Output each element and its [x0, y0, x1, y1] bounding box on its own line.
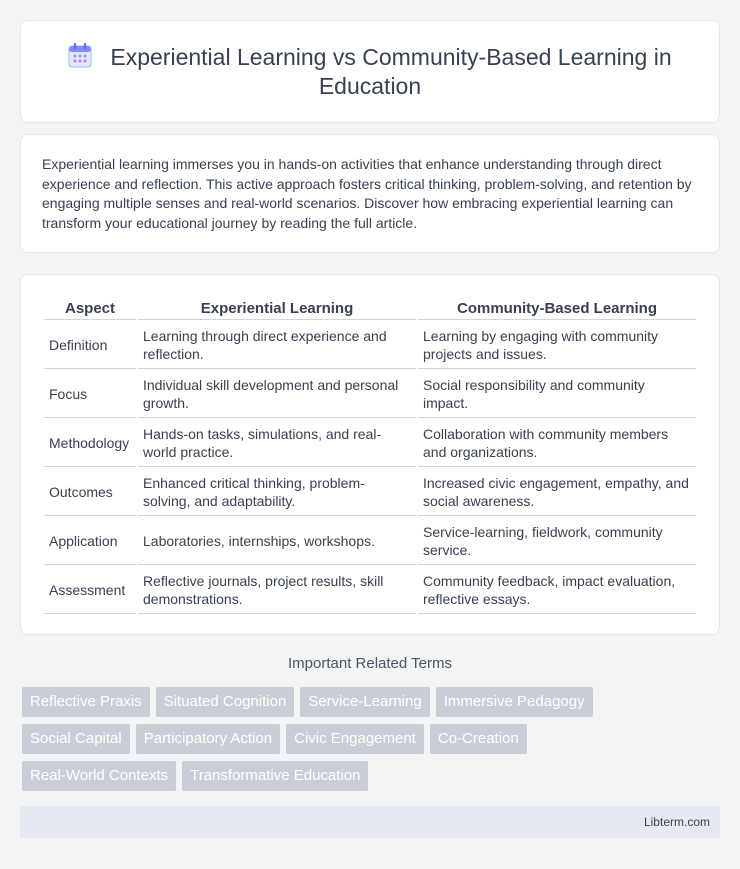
tag-transformative-education[interactable]: Transformative Education	[182, 761, 368, 791]
page-title-wrap	[61, 43, 679, 101]
table-row	[44, 322, 696, 369]
comparison-table	[42, 295, 698, 616]
tag-real-world-contexts[interactable]: Real-World Contexts	[22, 761, 176, 791]
tag-reflective-praxis[interactable]: Reflective Praxis	[22, 687, 150, 717]
aspect-cell: Methodology	[44, 420, 136, 467]
tag-co-creation[interactable]: Co-Creation	[430, 724, 527, 754]
tag-situated-cognition[interactable]: Situated Cognition	[156, 687, 295, 717]
table-row	[44, 420, 696, 467]
intro-paragraph: Experiential learning immerses you in hands-on activities that enhance understanding through direct experience and reflection. This active approach fosters critical thinking, problem-solving, and retention by engaging multiple senses and real-world scenarios. Discover how embracing experiential learning can transform your educational journey by reading the full article.	[42, 156, 692, 231]
experiential-cell: Individual skill development and personal growth.	[138, 371, 416, 418]
related-terms-list	[22, 687, 722, 798]
table-row	[44, 469, 696, 516]
experiential-cell: Laboratories, internships, workshops.	[138, 518, 416, 565]
header-community: Community-Based Learning	[418, 297, 696, 320]
footer-site-link[interactable]: Libterm.com	[643, 815, 710, 829]
community-cell: Collaboration with community members and organizations.	[418, 420, 696, 467]
table-row	[44, 518, 696, 565]
community-cell: Community feedback, impact evaluation, reflective essays.	[418, 567, 696, 614]
community-cell: Learning by engaging with community projects and issues.	[418, 322, 696, 369]
table-header-row	[44, 297, 696, 320]
community-cell: Service-learning, fieldwork, community service.	[418, 518, 696, 565]
table-row	[44, 567, 696, 614]
calendar-grid-icon	[68, 43, 92, 69]
related-terms-title: Important Related Terms	[288, 655, 452, 672]
community-cell: Increased civic engagement, empathy, and social awareness.	[418, 469, 696, 516]
tag-row	[22, 761, 722, 791]
header-experiential: Experiential Learning	[138, 297, 416, 320]
tag-row	[22, 687, 722, 717]
experiential-cell: Learning through direct experience and reflection.	[138, 322, 416, 369]
aspect-cell: Focus	[44, 371, 136, 418]
experiential-cell: Hands-on tasks, simulations, and real-world practice.	[138, 420, 416, 467]
footer	[20, 806, 720, 838]
community-cell: Social responsibility and community impact.	[418, 371, 696, 418]
page-title: Experiential Learning vs Community-Based Learning in Education	[110, 44, 672, 99]
tag-row	[22, 724, 722, 754]
aspect-cell: Definition	[44, 322, 136, 369]
tag-service-learning[interactable]: Service-Learning	[300, 687, 429, 717]
aspect-cell: Assessment	[44, 567, 136, 614]
tag-participatory-action[interactable]: Participatory Action	[136, 724, 280, 754]
experiential-cell: Enhanced critical thinking, problem-solving, and adaptability.	[138, 469, 416, 516]
tag-immersive-pedagogy[interactable]: Immersive Pedagogy	[436, 687, 593, 717]
header-card	[20, 20, 720, 123]
tag-social-capital[interactable]: Social Capital	[22, 724, 130, 754]
aspect-cell: Application	[44, 518, 136, 565]
tag-civic-engagement[interactable]: Civic Engagement	[286, 724, 424, 754]
experiential-cell: Reflective journals, project results, skill demonstrations.	[138, 567, 416, 614]
header-aspect: Aspect	[44, 297, 136, 320]
comparison-card	[20, 274, 720, 635]
aspect-cell: Outcomes	[44, 469, 136, 516]
intro-card	[20, 134, 720, 253]
table-row	[44, 371, 696, 418]
